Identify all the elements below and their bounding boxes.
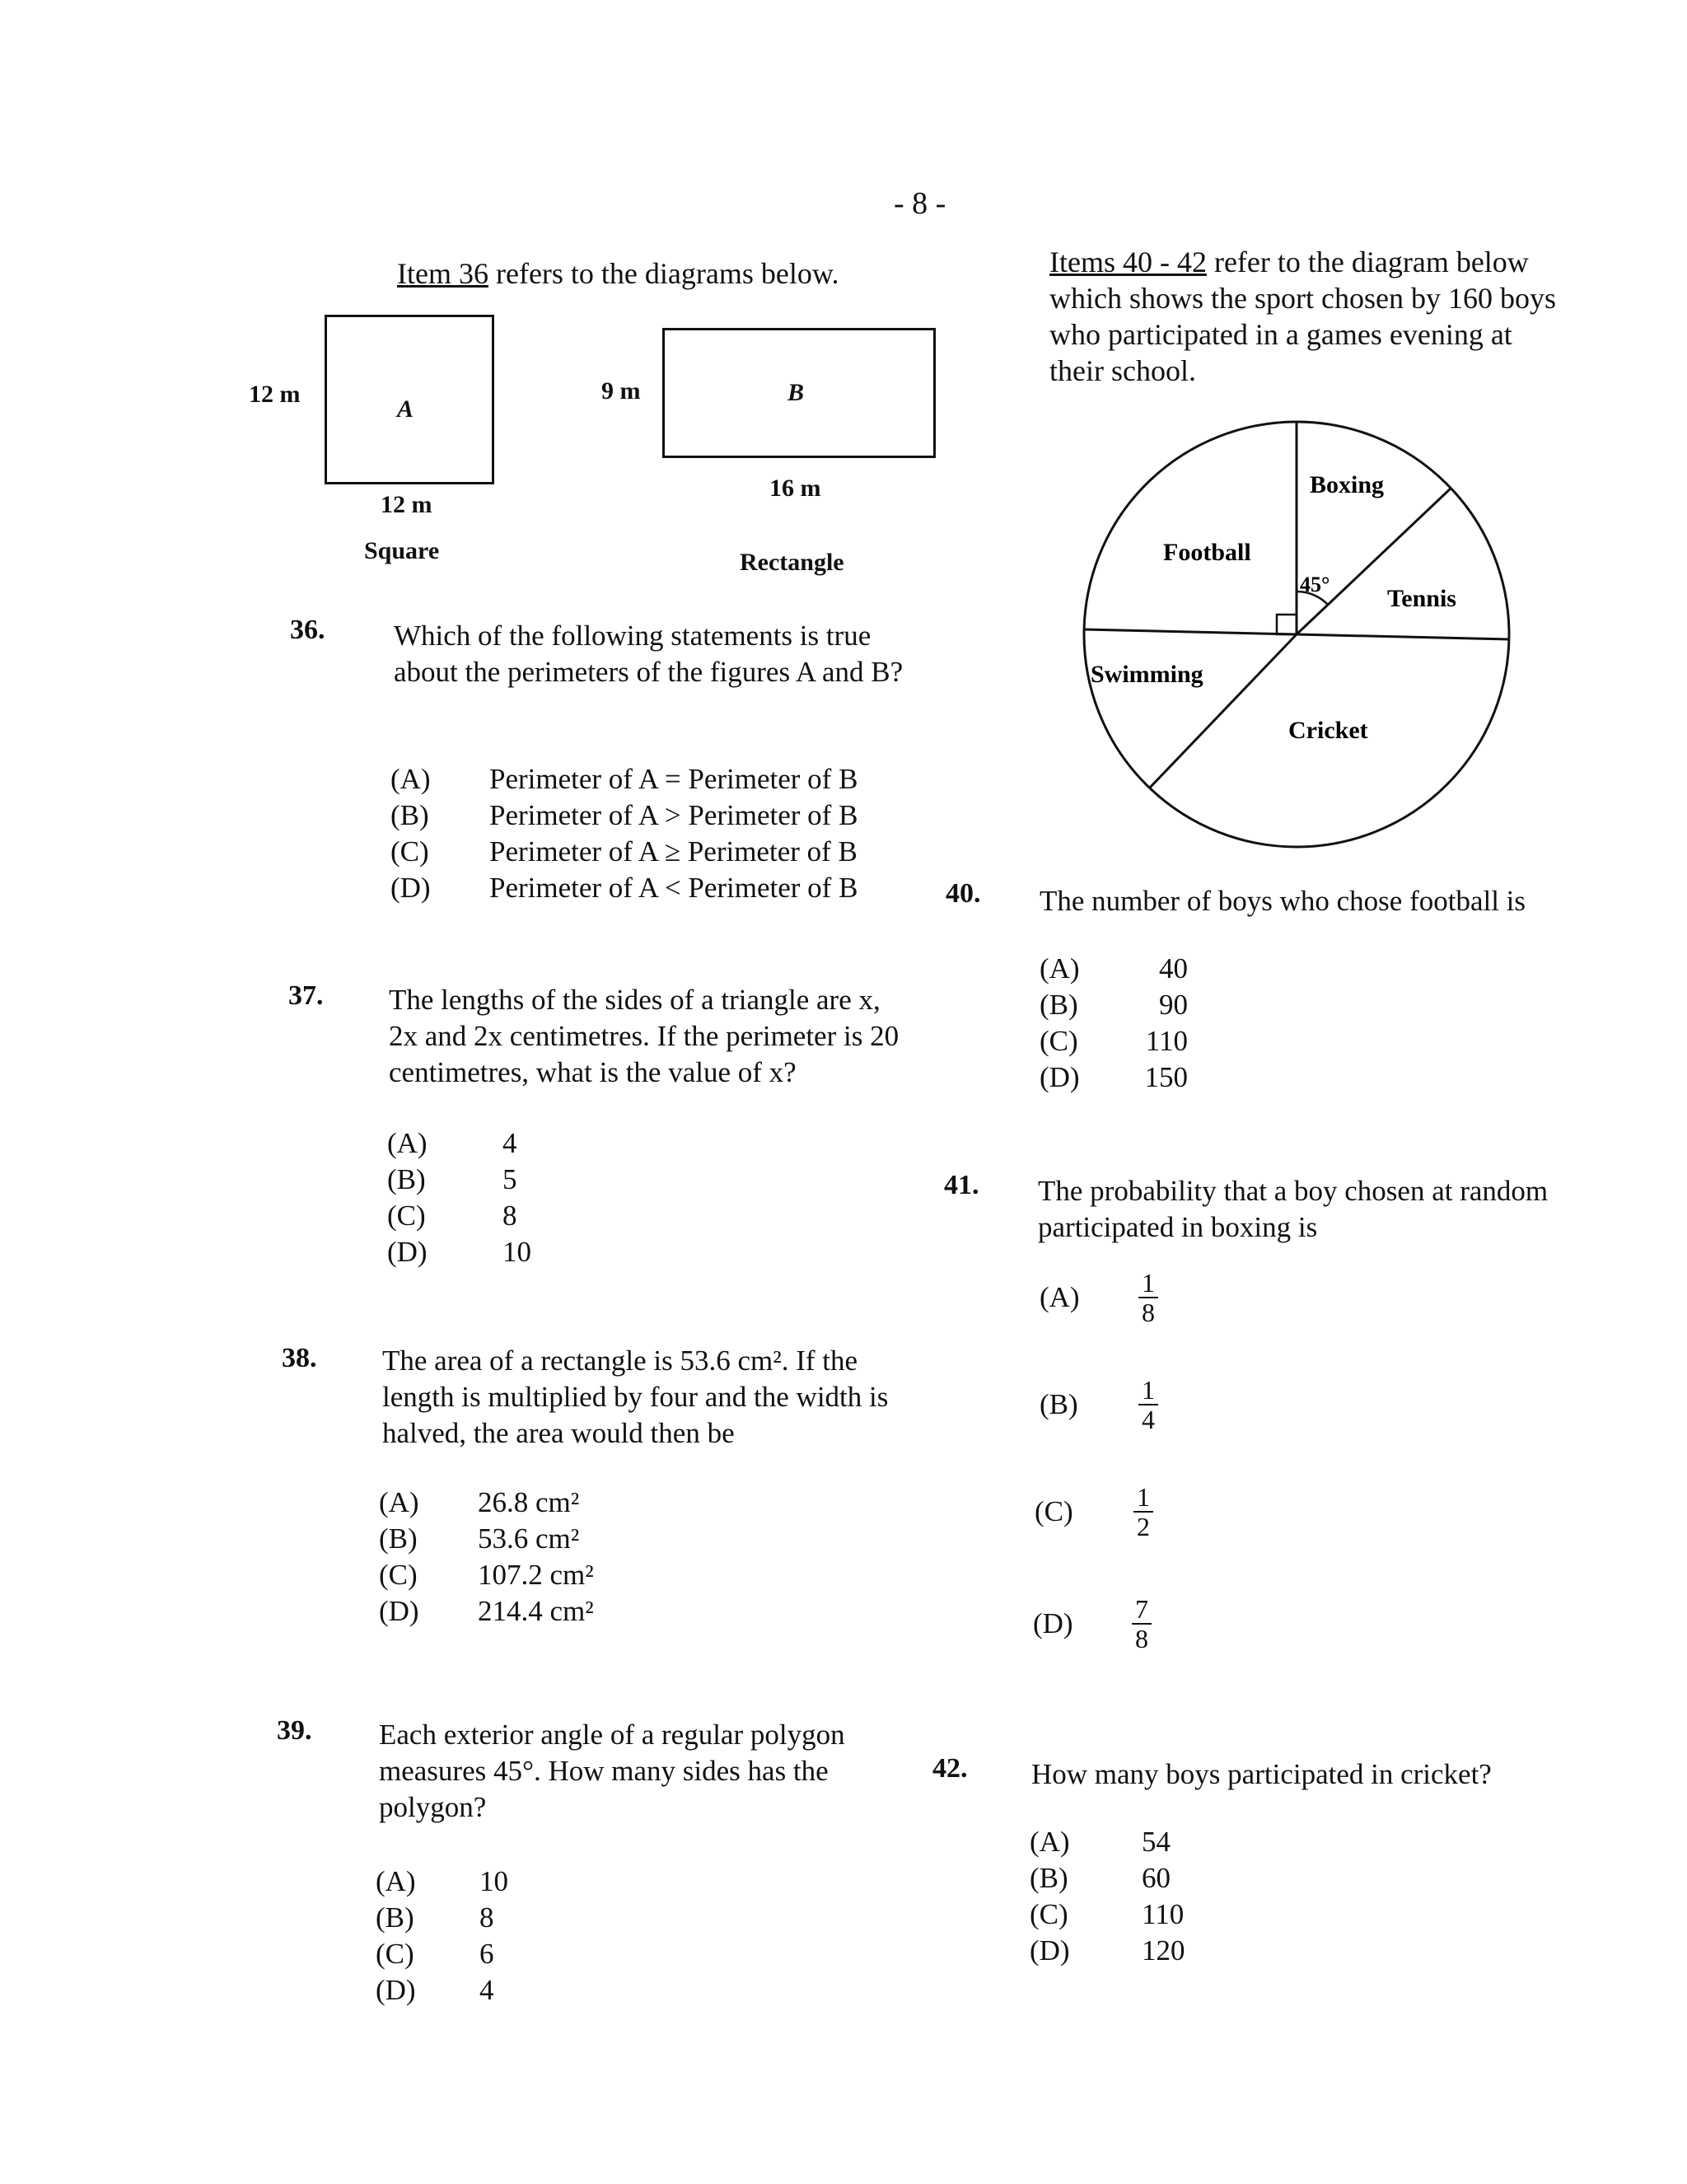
- q40-option-letter: (C): [1040, 1025, 1078, 1057]
- q42-option-value: 110: [1142, 1898, 1185, 1930]
- rectangle-letter: B: [787, 379, 805, 406]
- q38-option-a[interactable]: [379, 1485, 594, 1521]
- q36-option-value: Perimeter of A < Perimeter of B: [489, 872, 858, 904]
- pie-divider-swimming-cricket: [1150, 634, 1297, 788]
- pie-divider-tennis-cricket: [1297, 634, 1509, 639]
- q38-option-value: 214.4 cm²: [478, 1595, 594, 1627]
- q40-option-letter: (B): [1040, 989, 1078, 1021]
- q40-text: The number of boys who chose football is: [1040, 885, 1526, 917]
- q38-number: 38.: [282, 1343, 317, 1373]
- pie-label-swimming: Swimming: [1091, 661, 1203, 688]
- q36-option-d[interactable]: [390, 870, 858, 906]
- q42-option-letter: (B): [1030, 1862, 1068, 1894]
- q41-option-letter: (D): [1033, 1607, 1073, 1639]
- q40-option-a[interactable]: [1040, 951, 1188, 987]
- q41-option-letter: (A): [1040, 1281, 1080, 1313]
- q37-option-letter: (C): [387, 1200, 426, 1232]
- q39-options: [376, 1864, 508, 2009]
- q36-number: 36.: [290, 615, 325, 645]
- q39-option-d[interactable]: [376, 1972, 508, 2009]
- fraction-denominator: 8: [1142, 1298, 1155, 1327]
- pie-label-boxing: Boxing: [1310, 471, 1385, 498]
- q37-options: [387, 1125, 531, 1270]
- q38-options: [379, 1485, 594, 1630]
- q39-text: Each exterior angle of a regular polygon measures 45°. How many sides has the polygon?: [379, 1719, 845, 1823]
- q41-option-fraction: [1138, 1376, 1158, 1433]
- q41-option-letter: (C): [1035, 1495, 1073, 1527]
- q38-option-value: 107.2 cm²: [478, 1559, 594, 1591]
- q39-option-letter: (A): [376, 1865, 416, 1897]
- q36-option-letter: (B): [390, 799, 429, 831]
- pie-label-cricket: Cricket: [1288, 717, 1368, 744]
- page-number: - 8 -: [894, 186, 946, 221]
- q41-option-b[interactable]: [1040, 1376, 1158, 1433]
- fraction-numerator: 1: [1138, 1376, 1158, 1405]
- rectangle-caption: Rectangle: [740, 549, 844, 576]
- q42-option-a[interactable]: [1030, 1824, 1185, 1860]
- q36-option-c[interactable]: [390, 834, 858, 870]
- q40-option-value: 90: [1159, 989, 1188, 1021]
- item36-rest: refers to the diagrams below.: [488, 257, 839, 290]
- q42-option-c[interactable]: [1030, 1896, 1185, 1933]
- q39-option-a[interactable]: [376, 1864, 508, 1900]
- q41-text: The probability that a boy chosen at random participated in boxing is: [1038, 1175, 1549, 1243]
- q38-option-d[interactable]: [379, 1593, 594, 1630]
- item36-ref: Item 36: [397, 257, 488, 290]
- q39-option-letter: (C): [376, 1938, 414, 1970]
- q40-option-value: 110: [1145, 1025, 1188, 1057]
- q37-option-b[interactable]: [387, 1162, 531, 1198]
- q36-option-value: Perimeter of A > Perimeter of B: [489, 799, 858, 831]
- q37-option-a[interactable]: [387, 1125, 531, 1162]
- pie-divider-boxing-tennis: [1297, 488, 1451, 634]
- q36-option-b[interactable]: [390, 797, 858, 834]
- pie-label-tennis: Tennis: [1387, 585, 1456, 612]
- q41-option-fraction: [1138, 1269, 1158, 1326]
- rectangle-bottom-label: 16 m: [769, 475, 821, 502]
- pie-divider-football-swimming: [1084, 629, 1297, 634]
- q37-option-value: 8: [502, 1200, 517, 1232]
- q41-number: 41.: [944, 1170, 979, 1200]
- square-letter: A: [397, 395, 414, 423]
- q42-option-value: 54: [1142, 1826, 1171, 1858]
- q36-option-a[interactable]: [390, 761, 858, 797]
- pie-right-angle-mark: [1277, 615, 1297, 634]
- q38-option-b[interactable]: [379, 1521, 594, 1557]
- square-bottom-label: 12 m: [381, 491, 432, 518]
- q41-option-fraction: [1133, 1483, 1153, 1541]
- q40-option-letter: (A): [1040, 952, 1080, 984]
- q40-option-value: 40: [1159, 952, 1188, 984]
- q38-text: The area of a rectangle is 53.6 cm². If the length is multiplied by four and the width is halved, the area would then be: [382, 1345, 889, 1449]
- square-side-label: 12 m: [249, 381, 301, 408]
- q42-option-b[interactable]: [1030, 1860, 1185, 1896]
- fraction-numerator: 1: [1138, 1269, 1158, 1298]
- q42-number: 42.: [932, 1753, 968, 1784]
- q39-option-c[interactable]: [376, 1936, 508, 1972]
- q37-option-letter: (B): [387, 1163, 426, 1195]
- q40-option-letter: (D): [1040, 1061, 1080, 1093]
- q41-option-d[interactable]: [1033, 1595, 1152, 1653]
- q41-option-letter: (B): [1040, 1388, 1078, 1420]
- q39-option-value: 4: [479, 1974, 494, 2006]
- q40-option-d[interactable]: [1040, 1059, 1188, 1096]
- q39-option-letter: (D): [376, 1974, 416, 2006]
- q38-option-c[interactable]: [379, 1557, 594, 1593]
- q42-text: How many boys participated in cricket?: [1031, 1758, 1492, 1790]
- q37-option-c[interactable]: [387, 1198, 531, 1234]
- fraction-denominator: 2: [1137, 1512, 1150, 1541]
- q37-option-value: 5: [502, 1163, 517, 1195]
- q42-option-value: 120: [1142, 1934, 1185, 1967]
- q38-option-letter: (C): [379, 1559, 418, 1591]
- items40-intro: [1049, 244, 1560, 389]
- q36-options: [390, 761, 858, 906]
- items40-ref: Items 40 - 42: [1049, 246, 1207, 278]
- q36-option-letter: (C): [390, 835, 429, 868]
- q36-option-letter: (A): [390, 763, 431, 795]
- q41-option-fraction: [1132, 1595, 1152, 1653]
- q39-option-letter: (B): [376, 1901, 414, 1934]
- square-caption: Square: [364, 537, 440, 564]
- q37-option-letter: (D): [387, 1236, 428, 1268]
- q40-option-value: 150: [1144, 1061, 1188, 1093]
- q42-options: [1030, 1824, 1185, 1969]
- q42-option-letter: (A): [1030, 1826, 1070, 1858]
- q37-option-letter: (A): [387, 1127, 428, 1159]
- rectangle-side-label: 9 m: [601, 377, 641, 405]
- q37-option-value: 4: [502, 1127, 517, 1159]
- q38-option-value: 53.6 cm²: [478, 1522, 580, 1555]
- q36-option-value: Perimeter of A ≥ Perimeter of B: [489, 835, 858, 868]
- item36-intro: [397, 255, 839, 292]
- fraction-denominator: 4: [1142, 1405, 1155, 1434]
- pie-label-football: Football: [1163, 539, 1251, 566]
- q42-option-d[interactable]: [1030, 1933, 1185, 1969]
- q36-option-value: Perimeter of A = Perimeter of B: [489, 763, 858, 795]
- sports-pie-chart: [1079, 412, 1524, 857]
- q41-option-c[interactable]: [1035, 1483, 1153, 1541]
- q40-option-c[interactable]: [1040, 1023, 1188, 1059]
- q39-option-b[interactable]: [376, 1900, 508, 1936]
- q36-option-letter: (D): [390, 872, 431, 904]
- q42-option-value: 60: [1142, 1862, 1171, 1894]
- fraction-numerator: 1: [1133, 1483, 1153, 1513]
- fraction-denominator: 8: [1135, 1624, 1148, 1653]
- q41-option-a[interactable]: [1040, 1269, 1158, 1326]
- q37-option-d[interactable]: [387, 1234, 531, 1270]
- items40-rest: refer to the diagram below which shows the sport chosen by 160 boys who participated in a games evening at their school.: [1049, 246, 1556, 387]
- fraction-numerator: 7: [1132, 1595, 1152, 1625]
- q38-option-letter: (D): [379, 1595, 419, 1627]
- q39-number: 39.: [277, 1715, 312, 1746]
- q40-option-b[interactable]: [1040, 987, 1188, 1023]
- q39-option-value: 10: [479, 1865, 508, 1897]
- q42-option-letter: (D): [1030, 1934, 1070, 1967]
- q37-number: 37.: [288, 980, 324, 1011]
- q42-option-letter: (C): [1030, 1898, 1068, 1930]
- q38-option-letter: (A): [379, 1486, 419, 1518]
- q38-option-letter: (B): [379, 1522, 418, 1555]
- q40-number: 40.: [946, 878, 981, 909]
- q40-options: [1040, 951, 1188, 1096]
- pie-angle-label: 45°: [1300, 573, 1330, 596]
- q38-option-value: 26.8 cm²: [478, 1486, 580, 1518]
- q36-text: Which of the following statements is true about the perimeters of the figures A and B?: [394, 620, 904, 688]
- q37-option-value: 10: [502, 1236, 531, 1268]
- q39-option-value: 6: [479, 1938, 494, 1970]
- q37-text: The lengths of the sides of a triangle are x, 2x and 2x centimetres. If the perimeter is 20 centimetres, what is the value of x?: [389, 984, 900, 1088]
- q39-option-value: 8: [479, 1901, 494, 1934]
